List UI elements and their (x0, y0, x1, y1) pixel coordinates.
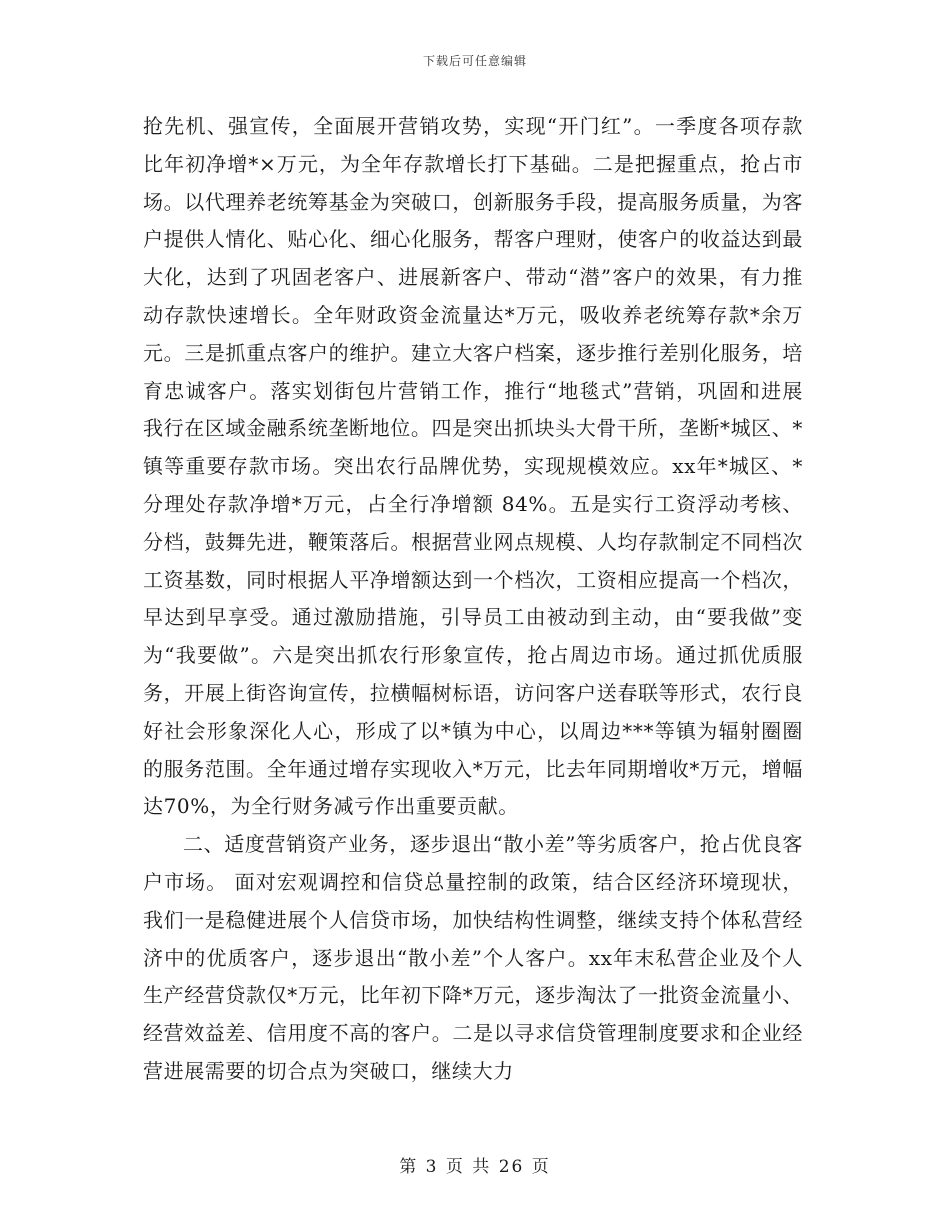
document-body (143, 108, 803, 1091)
page-number: 第 3 页 共 26 页 (399, 1157, 551, 1177)
body-paragraph-2: 二、适度营销资产业务，逐步退出“散小差”等劣质客户，抢占优良客户市场。 面对宏观调控和信贷总量控制的政策，结合区经济环境现状，我们一是稳健进展个人信贷市场，加快结构性调整，继续支持个体私营经济中的优质客户，逐步退出“散小差”个人客户。xx年末私营企业及个人生产经营贷款仅*万元，比年初下降*万元，逐步淘汰了一批资金流量小、经营效益差、信用度不高的客户。二是以寻求信贷管理制度要求和企业经营进展需要的切合点为突破口，继续大力 (143, 832, 803, 1083)
page-header-note: 下载后可任意编辑 (422, 54, 527, 68)
body-paragraph-1: 抢先机、强宣传，全面展开营销攻势，实现“开门红”。一季度各项存款比年初净增*×万元，为全年存款增长打下基础。二是把握重点，抢占市场。以代理养老统筹基金为突破口，创新服务手段，提高服务质量，为客户提供人情化、贴心化、细心化服务，帮客户理财，使客户的收益达到最大化，达到了巩固老客户、进展新客户、带动“潜”客户的效果，有力推动存款快速增长。全年财政资金流量达*万元，吸收养老统筹存款*余万元。三是抓重点客户的维护。建立大客户档案，逐步推行差别化服务，培育忠诚客户。落实划街包片营销工作，推行“地毯式”营销，巩固和进展我行在区域金融系统垄断地位。四是突出抓块头大骨干所，垄断*城区、*镇等重要存款市场。突出农行品牌优势，实现规模效应。xx年*城区、*分理处存款净增*万元，占全行净增额 84%。五是实行工资浮动考核、分档，鼓舞先进，鞭策落后。根据营业网点规模、人均存款制定不同档次工资基数，同时根据人平净增额达到一个档次，工资相应提高一个档次，早达到早享受。通过激励措施，引导员工由被动到主动，由“要我做”变为“我要做”。六是突出抓农行形象宣传，抢占周边市场。通过抓优质服务，开展上街咨询宣传，拉横幅树标语，访问客户送春联等形式，农行良好社会形象深化人心，形成了以*镇为中心，以周边***等镇为辐射圈圈的服务范围。全年通过增存实现收入*万元，比去年同期增收*万元，增幅达70%，为全行财务减亏作出重要贡献。 (143, 114, 803, 819)
